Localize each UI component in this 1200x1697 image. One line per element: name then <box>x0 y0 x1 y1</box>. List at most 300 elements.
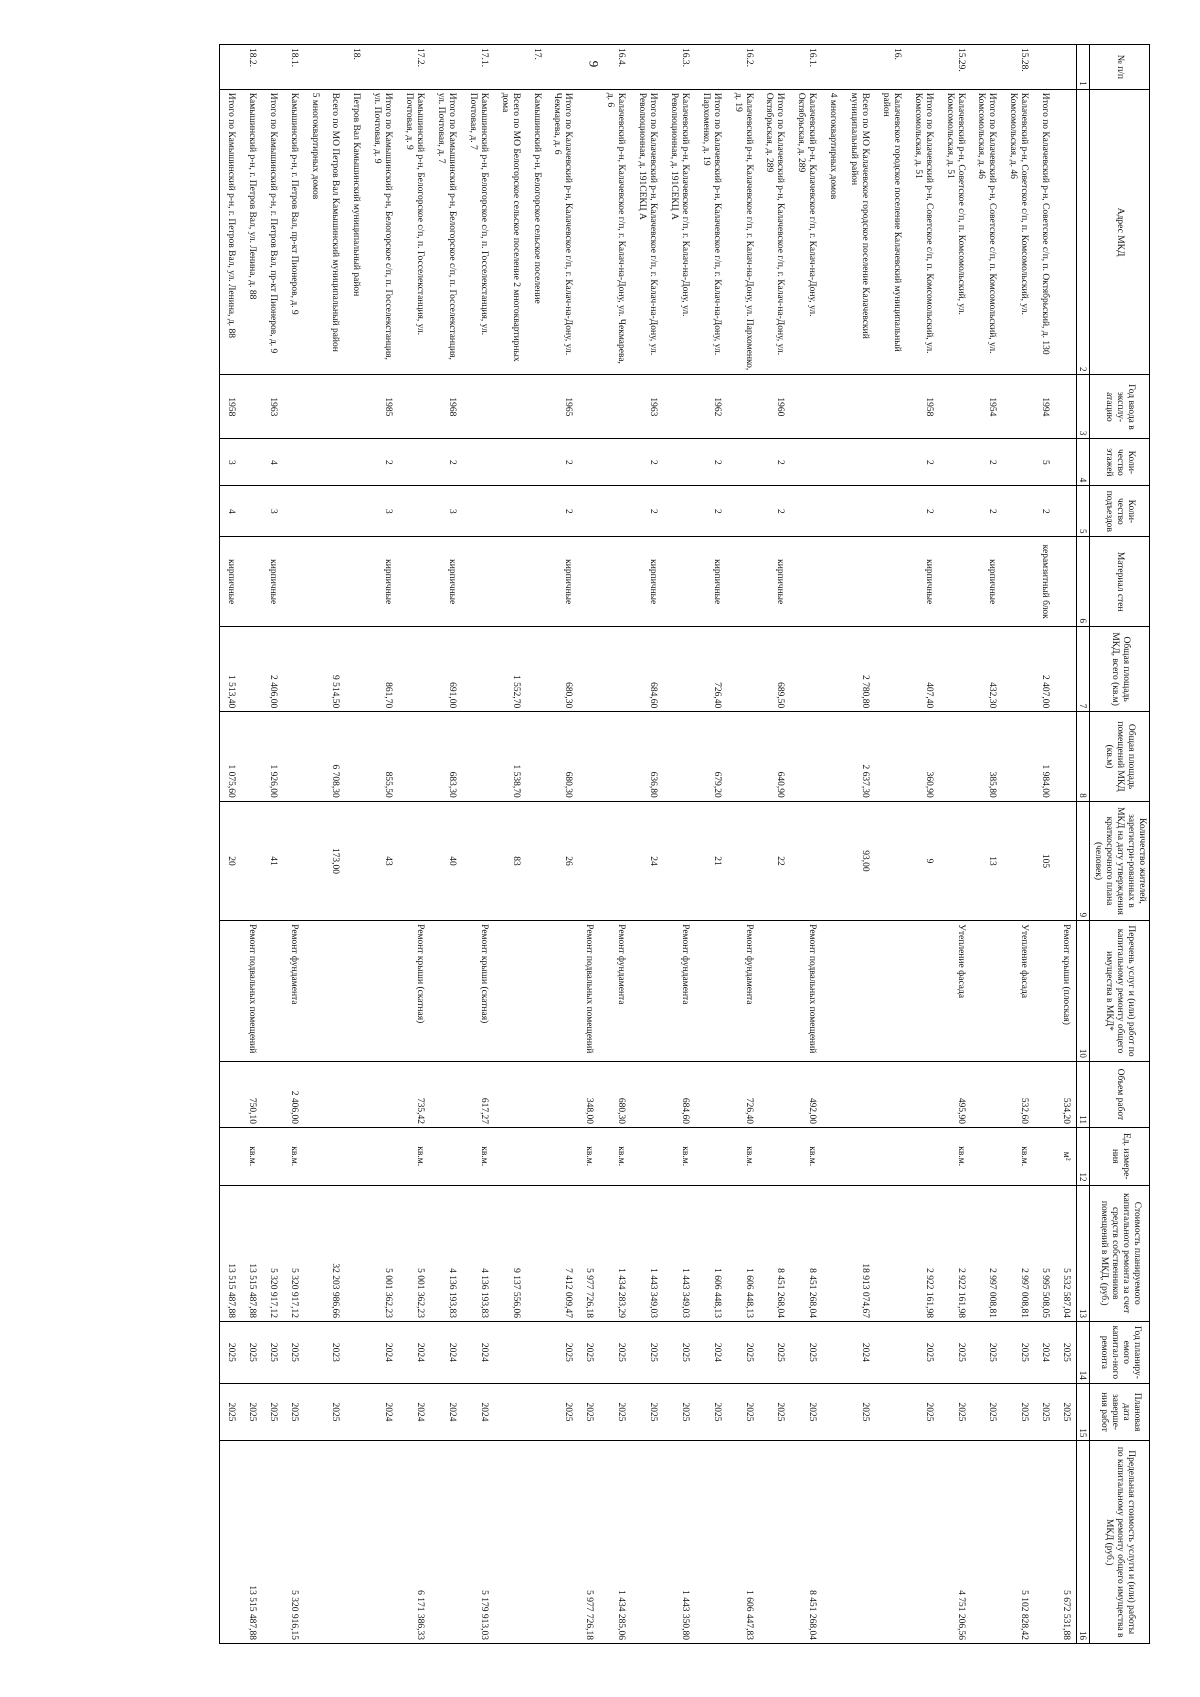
table-cell <box>304 375 325 439</box>
table-cell <box>631 1127 663 1185</box>
table-row <box>695 45 727 1644</box>
table-cell <box>663 801 695 920</box>
table-cell: 9 514,50 <box>325 626 346 711</box>
table-cell: 8 451 268,04 <box>790 1185 822 1321</box>
table-cell: Ремонт крыши (плоская) <box>1055 921 1076 1062</box>
table-cell <box>822 626 843 711</box>
table-cell <box>759 921 791 1062</box>
table-cell <box>526 1185 547 1321</box>
page-number: 9 <box>586 60 602 68</box>
table-cell: 1965 <box>547 375 579 439</box>
table-cell: 1 606 447,83 <box>727 1441 759 1644</box>
table-cell <box>241 801 262 920</box>
table-cell: 2 407,00 <box>1034 626 1055 711</box>
table-row <box>304 45 325 1644</box>
table-row <box>727 45 759 1644</box>
table-row <box>1002 45 1034 1644</box>
table-cell <box>822 1383 843 1441</box>
table-cell <box>578 801 599 920</box>
table-cell <box>1002 801 1034 920</box>
table-row <box>526 45 547 1644</box>
table-cell: 680,30 <box>599 1061 631 1127</box>
table-row <box>663 45 695 1644</box>
table-cell <box>875 1127 907 1185</box>
table-cell: кв.м. <box>727 1127 759 1185</box>
table-cell: 17.1. <box>462 45 494 90</box>
table-cell: 680,30 <box>547 626 579 711</box>
table-cell: 2024 <box>462 1383 494 1441</box>
table-cell: Ремонт крыши (скатная) <box>398 921 430 1062</box>
table-cell <box>939 375 971 439</box>
table-cell: 1 443 350,80 <box>663 1441 695 1644</box>
table-cell <box>790 537 822 627</box>
table-row <box>971 45 1003 1644</box>
column-header: Объем работ <box>1090 1061 1150 1127</box>
table-cell <box>939 801 971 920</box>
table-cell: кирпичные <box>971 537 1003 627</box>
column-header: Плановая дата заверше-ния работ <box>1090 1383 1150 1441</box>
table-cell: 2 <box>971 486 1003 537</box>
table-row <box>430 45 462 1644</box>
table-cell: 43 <box>366 801 398 920</box>
table-cell: кирпичные <box>759 537 791 627</box>
table-row <box>843 45 875 1644</box>
table-cell: 2 <box>1034 486 1055 537</box>
table-cell: кв.м. <box>1002 1127 1034 1185</box>
table-cell <box>631 1441 663 1644</box>
table-cell <box>219 921 240 1062</box>
table-cell: 5 102 828,42 <box>1002 1441 1034 1644</box>
table-cell: 1954 <box>971 375 1003 439</box>
table-row <box>875 45 907 1644</box>
table-cell: Калачевский р-н, Калачевское г/п, г. Калач-на-Дону, ул. Революционная, д. 191СЕКЦ А <box>663 89 695 375</box>
table-cell <box>526 537 547 627</box>
table-cell: кв.м. <box>398 1127 430 1185</box>
table-cell: 4 136 193,83 <box>462 1185 494 1321</box>
table-cell <box>875 486 907 537</box>
table-cell <box>822 439 843 486</box>
table-cell: Камышинский р-н, г. Петров Вал, пр-кт Пионеров, д. 9 <box>283 89 304 375</box>
table-row <box>939 45 971 1644</box>
table-row <box>790 45 822 1644</box>
table-cell <box>843 1061 875 1127</box>
table-cell: кирпичные <box>219 537 240 627</box>
table-row <box>631 45 663 1644</box>
table-cell: 15.29. <box>939 45 971 90</box>
table-cell <box>398 626 430 711</box>
table-cell <box>695 1061 727 1127</box>
table-cell <box>875 712 907 802</box>
table-cell <box>304 1321 325 1383</box>
table-cell: 1 075,60 <box>219 712 240 802</box>
table-cell: 432,30 <box>971 626 1003 711</box>
table-row <box>262 45 283 1644</box>
table-cell: 495,90 <box>939 1061 971 1127</box>
table-cell: кв.м. <box>283 1127 304 1185</box>
column-header: Количество жителей, зарегистри-рованных в МКД на дату утверждения краткосрочного плана (человек) <box>1090 801 1150 920</box>
table-cell <box>345 1127 366 1185</box>
table-cell: 1 606 448,13 <box>727 1185 759 1321</box>
table-cell <box>695 45 727 90</box>
table-cell <box>241 439 262 486</box>
table-cell <box>578 439 599 486</box>
table-cell: 2024 <box>398 1383 430 1441</box>
table-cell: 16.3. <box>663 45 695 90</box>
table-cell <box>1002 375 1034 439</box>
table-cell: 855,50 <box>366 712 398 802</box>
table-cell <box>494 45 526 90</box>
table-cell <box>1034 921 1055 1062</box>
table-cell: кирпичные <box>695 537 727 627</box>
table-cell <box>599 537 631 627</box>
table-cell: кв.м. <box>578 1127 599 1185</box>
table-cell <box>494 1321 526 1383</box>
table-cell <box>366 1127 398 1185</box>
table-cell <box>790 486 822 537</box>
table-cell: 2 <box>695 439 727 486</box>
table-cell: 2 922 161,98 <box>939 1185 971 1321</box>
table-cell <box>547 1127 579 1185</box>
table-cell: 1 926,00 <box>262 712 283 802</box>
table-cell <box>843 537 875 627</box>
table-cell <box>345 1061 366 1127</box>
table-cell: 2025 <box>1055 1383 1076 1441</box>
table-cell <box>547 1061 579 1127</box>
column-number: 15 <box>1077 1383 1090 1441</box>
table-cell: Ремонт фундамента <box>283 921 304 1062</box>
table-cell <box>727 626 759 711</box>
column-number: 12 <box>1077 1127 1090 1185</box>
table-cell <box>430 1127 462 1185</box>
table-cell: 7 412 009,47 <box>547 1185 579 1321</box>
table-cell <box>345 921 366 1062</box>
table-cell: 4 136 193,83 <box>430 1185 462 1321</box>
table-cell: 5 <box>1034 439 1055 486</box>
table-cell: Ремонт подвальных помещений <box>790 921 822 1062</box>
table-cell <box>599 486 631 537</box>
table-cell: 13 <box>971 801 1003 920</box>
table-cell: Калачевский р-н, Калачевское г/п, г. Калач-на-Дону, ул. Чекмарева, д. 6 <box>599 89 631 375</box>
table-cell: 105 <box>1034 801 1055 920</box>
table-cell: 2025 <box>578 1383 599 1441</box>
table-cell: Утепление фасада <box>939 921 971 1062</box>
table-cell <box>843 486 875 537</box>
table-cell <box>578 375 599 439</box>
table-cell: 2 <box>430 439 462 486</box>
table-cell <box>1055 439 1076 486</box>
table-cell <box>262 1441 283 1644</box>
table-row <box>599 45 631 1644</box>
table-cell <box>822 1441 843 1644</box>
table-cell: 1 434 283,29 <box>599 1185 631 1321</box>
table-cell: 5 многоквартирных домов <box>304 89 325 375</box>
table-cell <box>971 45 1003 90</box>
table-cell <box>304 712 325 802</box>
table-cell: 1963 <box>262 375 283 439</box>
table-cell: 93,00 <box>843 801 875 920</box>
table-cell: 5 001 362,23 <box>366 1185 398 1321</box>
table-cell: 5 995 508,05 <box>1034 1185 1055 1321</box>
table-cell <box>462 375 494 439</box>
table-cell <box>790 712 822 802</box>
table-cell <box>1002 486 1034 537</box>
table-cell <box>526 486 547 537</box>
column-number: 14 <box>1077 1321 1090 1383</box>
table-cell <box>727 439 759 486</box>
table-cell <box>1055 89 1076 375</box>
table-cell: 2025 <box>939 1321 971 1383</box>
table-cell <box>526 1061 547 1127</box>
table-cell: 2025 <box>599 1383 631 1441</box>
table-row <box>822 45 843 1644</box>
table-cell: 679,20 <box>695 712 727 802</box>
table-cell: Итого по Калачевский р-н, Калачевское г/п, г. Калач-на-Дону, ул. Пархоменко, д. 19 <box>695 89 727 375</box>
table-cell: 2 <box>971 439 1003 486</box>
table-cell <box>875 801 907 920</box>
table-cell: Итого по Камышинский р-н, Белогорское с/п, п. Госселекстанция, ул. Почтовая, д. 9 <box>366 89 398 375</box>
table-cell: 2 <box>366 439 398 486</box>
column-number: 4 <box>1077 439 1090 486</box>
table-cell <box>939 537 971 627</box>
table-row <box>219 45 240 1644</box>
table-cell: 1968 <box>430 375 462 439</box>
table-cell <box>599 439 631 486</box>
table-cell <box>822 921 843 1062</box>
table-cell <box>219 45 240 90</box>
table-cell <box>907 45 939 90</box>
table-cell: кв.м. <box>790 1127 822 1185</box>
table-cell: 2024 <box>398 1321 430 1383</box>
table-cell <box>345 712 366 802</box>
table-cell: 2 <box>631 439 663 486</box>
table-cell <box>875 1383 907 1441</box>
table-cell <box>283 486 304 537</box>
table-cell <box>875 1061 907 1127</box>
table-cell <box>822 537 843 627</box>
table-cell: кирпичные <box>262 537 283 627</box>
table-cell: 3 <box>366 486 398 537</box>
table-cell <box>494 1383 526 1441</box>
table-cell <box>822 375 843 439</box>
table-cell: 15.28. <box>1002 45 1034 90</box>
table-cell <box>599 375 631 439</box>
table-cell: 726,40 <box>695 626 727 711</box>
table-cell <box>325 537 346 627</box>
table-cell <box>283 375 304 439</box>
table-cell: 2025 <box>219 1383 240 1441</box>
column-header: Адрес МКД <box>1090 89 1150 375</box>
table-cell <box>526 921 547 1062</box>
table-cell <box>790 375 822 439</box>
table-cell <box>822 45 843 90</box>
table-cell: 1 513,40 <box>219 626 240 711</box>
table-cell <box>599 626 631 711</box>
table-cell: 18.2. <box>241 45 262 90</box>
table-cell <box>790 439 822 486</box>
table-cell <box>695 1441 727 1644</box>
table-cell <box>875 626 907 711</box>
table-cell: 2024 <box>1034 1321 1055 1383</box>
table-row <box>907 45 939 1644</box>
table-cell <box>494 1441 526 1644</box>
table-cell <box>1055 375 1076 439</box>
table-cell <box>345 439 366 486</box>
table-cell: 735,42 <box>398 1061 430 1127</box>
table-cell <box>345 1321 366 1383</box>
table-cell: Всего по МО Петров Вал Камышинский муниципальный район <box>325 89 346 375</box>
table-cell <box>219 1441 240 1644</box>
table-cell: 16.1. <box>790 45 822 90</box>
table-cell <box>304 1127 325 1185</box>
table-cell: 684,60 <box>663 1061 695 1127</box>
table-cell <box>727 712 759 802</box>
table-cell: 385,80 <box>971 712 1003 802</box>
column-number: 13 <box>1077 1185 1090 1321</box>
table-cell <box>304 537 325 627</box>
table-cell: 2025 <box>759 1321 791 1383</box>
table-cell <box>262 45 283 90</box>
table-cell <box>241 712 262 802</box>
table-cell: Калачевский р-н, Советское с/п, п. Комсомольский, ул. Комсомольская, д. 51 <box>939 89 971 375</box>
table-cell <box>727 537 759 627</box>
table-cell <box>366 1061 398 1127</box>
table-row <box>241 45 262 1644</box>
table-cell <box>578 45 602 90</box>
column-number: 11 <box>1077 1061 1090 1127</box>
table-cell <box>843 45 875 90</box>
table-cell: 2025 <box>1034 1383 1055 1441</box>
table-cell: 22 <box>759 801 791 920</box>
column-header: Стоимость планируемого капитального ремонта за счет средств собственников помещений в МКД, (руб.) <box>1090 1185 1150 1321</box>
table-cell: 689,50 <box>759 626 791 711</box>
table-cell <box>462 537 494 627</box>
table-cell: 3 <box>262 486 283 537</box>
table-cell: 173,00 <box>325 801 346 920</box>
table-cell: 2025 <box>578 1321 599 1383</box>
table-cell: 680,30 <box>547 712 579 802</box>
table-cell: 2025 <box>241 1321 262 1383</box>
table-cell: 2024 <box>430 1383 462 1441</box>
table-cell: Петров Вал Камышинский муниципальный район <box>345 89 366 375</box>
table-cell <box>875 537 907 627</box>
table-cell: 18. <box>345 45 366 90</box>
table-cell: кирпичные <box>430 537 462 627</box>
table-cell <box>1002 537 1034 627</box>
table-cell: 24 <box>631 801 663 920</box>
table-cell: 2025 <box>283 1383 304 1441</box>
table-cell <box>526 1383 547 1441</box>
table-cell: 5 179 913,03 <box>462 1441 494 1644</box>
table-cell <box>578 712 599 802</box>
rotated-page <box>50 44 1150 1644</box>
table-cell <box>304 45 325 90</box>
table-cell: 2025 <box>219 1321 240 1383</box>
table-cell <box>939 486 971 537</box>
table-cell <box>843 1127 875 1185</box>
table-cell: Ремонт фундамента <box>727 921 759 1062</box>
table-cell: 5 532 587,04 <box>1055 1185 1076 1321</box>
table-cell: Камышинский р-н, Белогорское сельское поселение <box>526 89 547 375</box>
table-cell <box>631 921 663 1062</box>
table-cell <box>599 712 631 802</box>
table-cell <box>547 45 579 90</box>
table-cell: 2025 <box>1002 1321 1034 1383</box>
table-row <box>1055 45 1076 1644</box>
table-cell <box>875 439 907 486</box>
table-cell: 18 913 074,67 <box>843 1185 875 1321</box>
table-cell: Итого по Камышинский р-н, Белогорское с/п, п. Госселекстанция, ул. Почтовая, д. 7 <box>430 89 462 375</box>
table-cell <box>241 486 262 537</box>
table-cell <box>822 1127 843 1185</box>
table-cell <box>325 45 346 90</box>
table-cell: 2025 <box>262 1321 283 1383</box>
table-header <box>1077 45 1150 1644</box>
table-cell <box>578 486 599 537</box>
table-cell <box>398 375 430 439</box>
table-cell <box>494 375 526 439</box>
table-cell <box>494 439 526 486</box>
table-cell <box>1055 801 1076 920</box>
table-cell: 1 538,70 <box>494 712 526 802</box>
table-cell: 3 <box>430 486 462 537</box>
table-cell <box>430 921 462 1062</box>
table-cell: 1958 <box>907 375 939 439</box>
table-cell: 2024 <box>462 1321 494 1383</box>
table-cell: 360,90 <box>907 712 939 802</box>
table-cell: Калачевский р-н, Калачевское г/п, г. Калач-на-Дону, ул. Пархоменко, д. 19 <box>727 89 759 375</box>
table-cell <box>398 537 430 627</box>
table-cell <box>526 1321 547 1383</box>
table-cell: 2025 <box>939 1383 971 1441</box>
table-cell <box>790 801 822 920</box>
table-cell: 2 997 008,81 <box>1002 1185 1034 1321</box>
table-cell: 1 434 285,06 <box>599 1441 631 1644</box>
table-cell <box>875 1441 907 1644</box>
table-cell: 2024 <box>430 1321 462 1383</box>
table-cell: 2025 <box>663 1383 695 1441</box>
table-cell: 17. <box>526 45 547 90</box>
table-cell <box>304 439 325 486</box>
table-cell: 407,40 <box>907 626 939 711</box>
column-number: 2 <box>1077 89 1090 375</box>
table-row <box>578 45 599 1644</box>
table-cell: 1962 <box>695 375 727 439</box>
table-cell: 40 <box>430 801 462 920</box>
table-cell <box>663 537 695 627</box>
table-cell: 2023 <box>325 1321 346 1383</box>
table-cell <box>843 439 875 486</box>
table-cell <box>727 375 759 439</box>
table-cell: 2025 <box>790 1321 822 1383</box>
table-cell <box>971 1061 1003 1127</box>
table-cell: Всего по МО Калачевское городское поселение Калачевский муниципальный район <box>843 89 875 375</box>
table-cell <box>907 1127 939 1185</box>
table-cell: 20 <box>219 801 240 920</box>
header-row <box>1090 45 1150 1644</box>
table-cell <box>283 712 304 802</box>
table-cell: 2025 <box>631 1321 663 1383</box>
table-cell <box>907 1441 939 1644</box>
table-cell: Камышинский р-н, Белогорское с/п, п. Госселекстанция, ул. Почтовая, д. 9 <box>398 89 430 375</box>
table-cell <box>759 45 791 90</box>
table-cell <box>345 537 366 627</box>
table-cell <box>462 439 494 486</box>
table-cell <box>939 626 971 711</box>
table-cell: Итого по Калачевский р-н, Калачевское г/п, г. Калач-на-Дону, ул. Октябрьская, д. 289 <box>759 89 791 375</box>
table-cell: кирпичные <box>907 537 939 627</box>
table-cell: 2 <box>695 486 727 537</box>
table-row <box>325 45 346 1644</box>
